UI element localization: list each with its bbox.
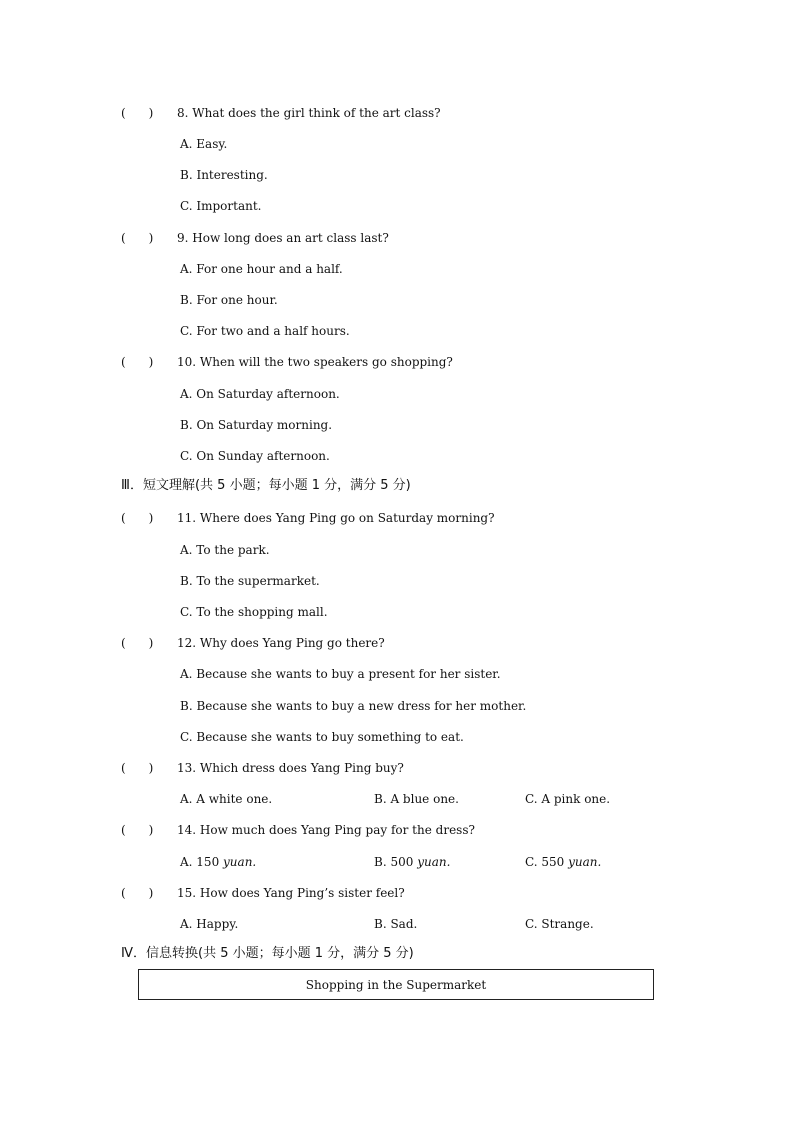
question-8 — [121, 105, 441, 121]
unit-label: yuan. — [568, 855, 602, 869]
unit-label: yuan. — [417, 855, 451, 869]
option-11a: A. To the park. — [180, 543, 270, 557]
option-13b: B. A blue one. — [374, 792, 459, 806]
option-15c: C. Strange. — [525, 917, 594, 931]
answer-blank-9[interactable]: ( ) — [121, 231, 154, 245]
section-heading-3: Ⅲ．短文理解(共 5 小题；每小题 1 分，满分 5 分) — [121, 478, 411, 493]
option-9b: B. For one hour. — [180, 293, 278, 307]
question-text: 9. How long does an art class last? — [177, 231, 389, 245]
unit-label: yuan. — [223, 855, 257, 869]
option-9c: C. For two and a half hours. — [180, 324, 350, 338]
answer-blank-14[interactable]: ( ) — [121, 823, 154, 837]
option-8c: C. Important. — [180, 199, 262, 213]
question-text: 13. Which dress does Yang Ping buy? — [177, 761, 404, 775]
answer-blank-12[interactable]: ( ) — [121, 636, 154, 650]
option-15a: A. Happy. — [180, 917, 239, 931]
option-13a: A. A white one. — [180, 792, 273, 806]
info-table — [138, 969, 654, 1000]
option-12b: B. Because she wants to buy a new dress for her mother. — [180, 699, 527, 713]
answer-blank-15[interactable]: ( ) — [121, 886, 154, 900]
question-10 — [121, 354, 453, 370]
question-12 — [121, 635, 385, 651]
option-14c — [525, 854, 601, 870]
question-text: 11. Where does Yang Ping go on Saturday morning? — [177, 511, 495, 525]
option-14b — [374, 854, 450, 870]
option-12c: C. Because she wants to buy something to eat. — [180, 730, 464, 744]
option-value: A. 150 — [180, 855, 220, 869]
option-11b: B. To the supermarket. — [180, 574, 320, 588]
question-9 — [121, 230, 389, 246]
option-8b: B. Interesting. — [180, 168, 268, 182]
option-10b: B. On Saturday morning. — [180, 418, 333, 432]
option-14a — [180, 854, 256, 870]
answer-blank-13[interactable]: ( ) — [121, 761, 154, 775]
question-14 — [121, 822, 475, 838]
option-8a: A. Easy. — [180, 137, 228, 151]
question-11 — [121, 510, 495, 526]
option-12a: A. Because she wants to buy a present for her sister. — [180, 667, 501, 681]
option-10c: C. On Sunday afternoon. — [180, 449, 330, 463]
question-text: 14. How much does Yang Ping pay for the dress? — [177, 823, 475, 837]
question-text: 10. When will the two speakers go shopping? — [177, 355, 453, 369]
question-text: 12. Why does Yang Ping go there? — [177, 636, 385, 650]
question-text: 15. How does Yang Ping’s sister feel? — [177, 886, 405, 900]
option-11c: C. To the shopping mall. — [180, 605, 328, 619]
section-heading-4: Ⅳ．信息转换(共 5 小题；每小题 1 分，满分 5 分) — [121, 946, 414, 961]
option-10a: A. On Saturday afternoon. — [180, 387, 340, 401]
option-13c: C. A pink one. — [525, 792, 611, 806]
question-text: 8. What does the girl think of the art class? — [177, 106, 441, 120]
table-title: Shopping in the Supermarket — [305, 977, 487, 992]
answer-blank-8[interactable]: ( ) — [121, 106, 154, 120]
answer-blank-11[interactable]: ( ) — [121, 511, 154, 525]
question-13 — [121, 760, 404, 776]
option-15b: B. Sad. — [374, 917, 418, 931]
option-9a: A. For one hour and a half. — [180, 262, 343, 276]
option-value: C. 550 — [525, 855, 565, 869]
question-15 — [121, 885, 405, 901]
answer-blank-10[interactable]: ( ) — [121, 355, 154, 369]
option-value: B. 500 — [374, 855, 414, 869]
